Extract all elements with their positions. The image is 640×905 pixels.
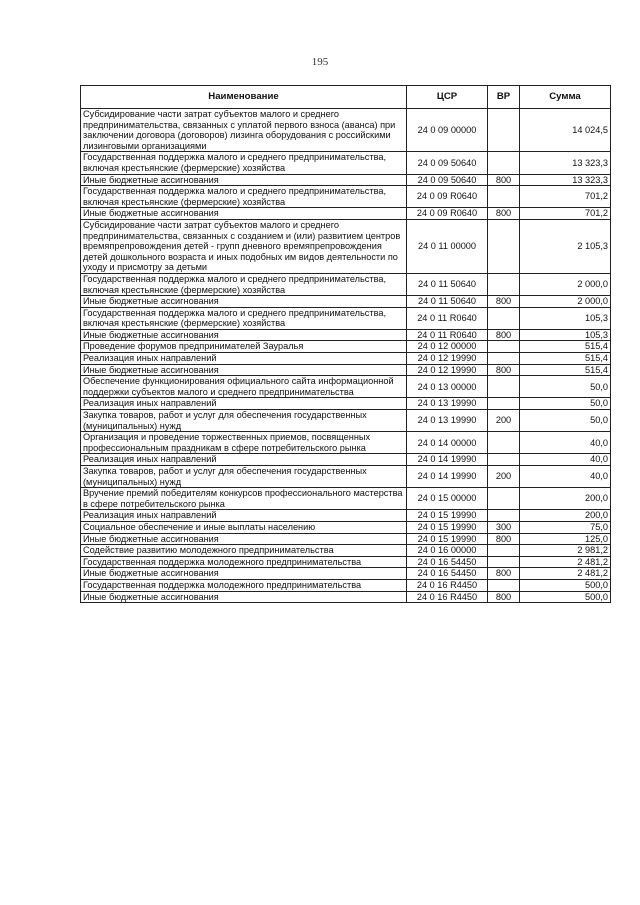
page-number: 195 bbox=[311, 56, 329, 68]
table-row bbox=[81, 533, 611, 545]
cell-csr: 24 0 14 19990 bbox=[407, 466, 488, 488]
cell-csr: 24 0 12 19990 bbox=[407, 364, 488, 376]
cell-csr: 24 0 09 50640 bbox=[407, 152, 488, 174]
cell-sum: 50,0 bbox=[520, 376, 611, 398]
cell-vr bbox=[488, 273, 520, 295]
table-row bbox=[81, 521, 611, 533]
cell-csr: 24 0 09 00000 bbox=[407, 109, 488, 152]
cell-name: Вручение премий победителям конкурсов профессионального мастерства в сфере потребительского рынка bbox=[81, 488, 407, 510]
cell-name: Социальное обеспечение и иные выплаты населению bbox=[81, 521, 407, 533]
budget-table bbox=[80, 85, 611, 603]
cell-name: Государственная поддержка молодежного предпринимательства bbox=[81, 579, 407, 591]
header-sum: Сумма bbox=[520, 86, 611, 109]
cell-name: Государственная поддержка малого и среднего предпринимательства, включая крестьянские (фермерские) хозяйства bbox=[81, 186, 407, 208]
cell-csr: 24 0 12 00000 bbox=[407, 341, 488, 353]
cell-name: Государственная поддержка малого и среднего предпринимательства, включая крестьянские (фермерские) хозяйства bbox=[81, 152, 407, 174]
table-row bbox=[81, 398, 611, 410]
cell-vr bbox=[488, 307, 520, 329]
cell-sum: 2 981,2 bbox=[520, 545, 611, 557]
table-row bbox=[81, 219, 611, 273]
cell-name: Реализация иных направлений bbox=[81, 353, 407, 365]
cell-csr: 24 0 14 19990 bbox=[407, 454, 488, 466]
cell-vr bbox=[488, 579, 520, 591]
table-row bbox=[81, 152, 611, 174]
cell-sum: 701,2 bbox=[520, 208, 611, 220]
cell-vr bbox=[488, 353, 520, 365]
table-row bbox=[81, 307, 611, 329]
cell-csr: 24 0 11 50640 bbox=[407, 296, 488, 308]
cell-csr: 24 0 15 19990 bbox=[407, 510, 488, 522]
cell-vr bbox=[488, 488, 520, 510]
table-row bbox=[81, 353, 611, 365]
table-row bbox=[81, 376, 611, 398]
table-row bbox=[81, 341, 611, 353]
cell-sum: 75,0 bbox=[520, 521, 611, 533]
cell-sum: 2 481,2 bbox=[520, 556, 611, 568]
cell-sum: 50,0 bbox=[520, 398, 611, 410]
table-body bbox=[81, 109, 611, 603]
table-row bbox=[81, 466, 611, 488]
header-vr: ВР bbox=[488, 86, 520, 109]
cell-vr bbox=[488, 454, 520, 466]
cell-sum: 125,0 bbox=[520, 533, 611, 545]
cell-vr: 800 bbox=[488, 208, 520, 220]
table-row bbox=[81, 579, 611, 591]
table-row bbox=[81, 488, 611, 510]
cell-csr: 24 0 16 00000 bbox=[407, 545, 488, 557]
cell-sum: 515,4 bbox=[520, 364, 611, 376]
cell-csr: 24 0 13 00000 bbox=[407, 376, 488, 398]
cell-vr: 800 bbox=[488, 329, 520, 341]
table-row bbox=[81, 454, 611, 466]
cell-name: Реализация иных направлений bbox=[81, 510, 407, 522]
cell-vr: 800 bbox=[488, 533, 520, 545]
cell-sum: 200,0 bbox=[520, 510, 611, 522]
table-row bbox=[81, 545, 611, 557]
table-row bbox=[81, 296, 611, 308]
table-row bbox=[81, 568, 611, 580]
cell-csr: 24 0 12 19990 bbox=[407, 353, 488, 365]
cell-csr: 24 0 13 19990 bbox=[407, 398, 488, 410]
cell-csr: 24 0 11 R0640 bbox=[407, 329, 488, 341]
table-row bbox=[81, 410, 611, 432]
cell-sum: 14 024,5 bbox=[520, 109, 611, 152]
cell-name: Государственная поддержка молодежного предпринимательства bbox=[81, 556, 407, 568]
cell-sum: 515,4 bbox=[520, 341, 611, 353]
table-row bbox=[81, 432, 611, 454]
cell-csr: 24 0 16 R4450 bbox=[407, 591, 488, 603]
cell-name: Реализация иных направлений bbox=[81, 454, 407, 466]
table-row bbox=[81, 208, 611, 220]
cell-sum: 2 105,3 bbox=[520, 219, 611, 273]
cell-name: Государственная поддержка малого и среднего предпринимательства, включая крестьянские (фермерские) хозяйства bbox=[81, 307, 407, 329]
cell-name: Организация и проведение торжественных приемов, посвященных профессиональным праздникам в сфере потребительского рынка bbox=[81, 432, 407, 454]
cell-vr: 800 bbox=[488, 296, 520, 308]
cell-name: Проведение форумов предпринимателей Зауралья bbox=[81, 341, 407, 353]
cell-csr: 24 0 11 R0640 bbox=[407, 307, 488, 329]
cell-name: Иные бюджетные ассигнования bbox=[81, 296, 407, 308]
cell-vr bbox=[488, 556, 520, 568]
cell-sum: 13 323,3 bbox=[520, 152, 611, 174]
cell-csr: 24 0 15 19990 bbox=[407, 521, 488, 533]
cell-csr: 24 0 16 R4450 bbox=[407, 579, 488, 591]
cell-csr: 24 0 09 R0640 bbox=[407, 186, 488, 208]
cell-vr: 800 bbox=[488, 174, 520, 186]
cell-name: Закупка товаров, работ и услуг для обеспечения государственных (муниципальных) нужд bbox=[81, 410, 407, 432]
cell-csr: 24 0 13 19990 bbox=[407, 410, 488, 432]
cell-vr bbox=[488, 398, 520, 410]
cell-sum: 2 481,2 bbox=[520, 568, 611, 580]
cell-vr bbox=[488, 376, 520, 398]
table-header bbox=[81, 86, 611, 109]
cell-name: Субсидирование части затрат субъектов малого и среднего предпринимательства, связанных с созданием и (или) развитием центров времяпрепровождения детей - групп дневного времяпрепровождения детей дошкольного возраста и иных подобных им видов деятельности по уходу и присмотру за детьми bbox=[81, 219, 407, 273]
cell-sum: 50,0 bbox=[520, 410, 611, 432]
table-row bbox=[81, 364, 611, 376]
cell-name: Субсидирование части затрат субъектов малого и среднего предпринимательства, связанных с уплатой первого взноса (аванса) при заключении договора (договоров) лизинга оборудования с российскими лизинговыми организациями bbox=[81, 109, 407, 152]
cell-name: Иные бюджетные ассигнования bbox=[81, 364, 407, 376]
cell-vr bbox=[488, 219, 520, 273]
cell-csr: 24 0 11 00000 bbox=[407, 219, 488, 273]
cell-name: Закупка товаров, работ и услуг для обеспечения государственных (муниципальных) нужд bbox=[81, 466, 407, 488]
cell-name: Реализация иных направлений bbox=[81, 398, 407, 410]
table-row bbox=[81, 510, 611, 522]
cell-sum: 500,0 bbox=[520, 579, 611, 591]
cell-csr: 24 0 14 00000 bbox=[407, 432, 488, 454]
cell-csr: 24 0 15 00000 bbox=[407, 488, 488, 510]
cell-vr: 800 bbox=[488, 568, 520, 580]
cell-name: Обеспечение функционирования официального сайта информационной поддержки субъектов малого и среднего предпринимательства bbox=[81, 376, 407, 398]
cell-name: Содействие развитию молодежного предпринимательства bbox=[81, 545, 407, 557]
cell-sum: 701,2 bbox=[520, 186, 611, 208]
cell-vr: 300 bbox=[488, 521, 520, 533]
table-row bbox=[81, 329, 611, 341]
cell-name: Иные бюджетные ассигнования bbox=[81, 568, 407, 580]
table-row bbox=[81, 109, 611, 152]
cell-sum: 40,0 bbox=[520, 432, 611, 454]
cell-csr: 24 0 09 R0640 bbox=[407, 208, 488, 220]
cell-sum: 500,0 bbox=[520, 591, 611, 603]
cell-sum: 105,3 bbox=[520, 329, 611, 341]
cell-sum: 40,0 bbox=[520, 466, 611, 488]
header-row bbox=[81, 86, 611, 109]
cell-name: Государственная поддержка малого и среднего предпринимательства, включая крестьянские (фермерские) хозяйства bbox=[81, 273, 407, 295]
cell-name: Иные бюджетные ассигнования bbox=[81, 174, 407, 186]
cell-csr: 24 0 15 19990 bbox=[407, 533, 488, 545]
table-row bbox=[81, 591, 611, 603]
cell-vr: 800 bbox=[488, 591, 520, 603]
cell-vr: 800 bbox=[488, 364, 520, 376]
cell-vr: 200 bbox=[488, 466, 520, 488]
cell-csr: 24 0 16 54450 bbox=[407, 568, 488, 580]
cell-vr: 200 bbox=[488, 410, 520, 432]
table-row bbox=[81, 273, 611, 295]
cell-vr bbox=[488, 545, 520, 557]
cell-sum: 2 000,0 bbox=[520, 296, 611, 308]
header-name: Наименование bbox=[81, 86, 407, 109]
cell-vr bbox=[488, 152, 520, 174]
cell-sum: 2 000,0 bbox=[520, 273, 611, 295]
cell-csr: 24 0 16 54450 bbox=[407, 556, 488, 568]
cell-vr bbox=[488, 109, 520, 152]
table-row bbox=[81, 556, 611, 568]
cell-sum: 13 323,3 bbox=[520, 174, 611, 186]
cell-vr bbox=[488, 510, 520, 522]
cell-csr: 24 0 11 50640 bbox=[407, 273, 488, 295]
header-csr: ЦСР bbox=[407, 86, 488, 109]
cell-sum: 515,4 bbox=[520, 353, 611, 365]
cell-sum: 105,3 bbox=[520, 307, 611, 329]
table-row bbox=[81, 186, 611, 208]
cell-name: Иные бюджетные ассигнования bbox=[81, 208, 407, 220]
cell-sum: 200,0 bbox=[520, 488, 611, 510]
table-row bbox=[81, 174, 611, 186]
cell-sum: 40,0 bbox=[520, 454, 611, 466]
cell-name: Иные бюджетные ассигнования bbox=[81, 329, 407, 341]
cell-csr: 24 0 09 50640 bbox=[407, 174, 488, 186]
cell-name: Иные бюджетные ассигнования bbox=[81, 591, 407, 603]
cell-vr bbox=[488, 341, 520, 353]
cell-vr bbox=[488, 186, 520, 208]
cell-name: Иные бюджетные ассигнования bbox=[81, 533, 407, 545]
cell-vr bbox=[488, 432, 520, 454]
